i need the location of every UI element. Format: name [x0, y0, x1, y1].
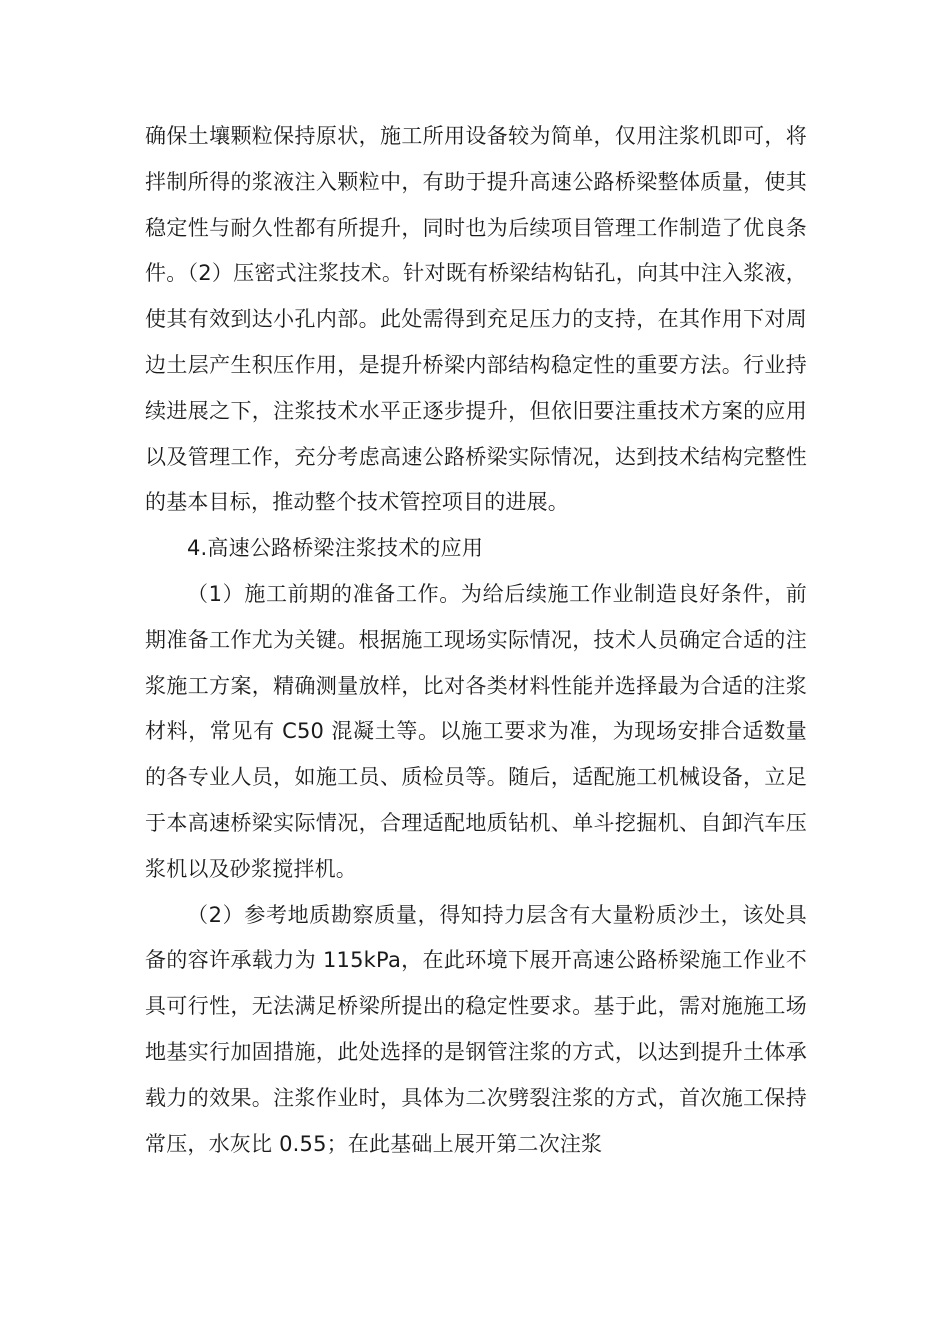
- paragraph-geology: （2）参考地质勘察质量，得知持力层含有大量粉质沙土，该处具备的容许承载力为 115kPa，在此环境下展开高速公路桥梁施工作业不具可行性，无法满足桥梁所提出的稳定性要求。基于此，需对施施工场地基实行加固措施，此处选择的是钢管注浆的方式，以达到提升土体承载力的效果。注浆作业时，具体为二次劈裂注浆的方式，首次施工保持常压，水灰比 0.55；在此基础上展开第二次注浆: [145, 902, 807, 1156]
- section-heading: 4.高速公路桥梁注浆技术的应用: [187, 536, 484, 561]
- paragraph-continued: 确保土壤颗粒保持原状，施工所用设备较为简单，仅用注浆机即可，将拌制所得的浆液注入颗粒中，有助于提升高速公路桥梁整体质量，使其稳定性与耐久性都有所提升，同时也为后续项目管理工作制造了优良条件。（2）压密式注浆技术。针对既有桥梁结构钻孔，向其中注入浆液，使其有效到达小孔内部。此处需得到充足压力的支持，在其作用下对周边土层产生积压作用，是提升桥梁内部结构稳定性的重要方法。行业持续进展之下，注浆技术水平正逐步提升，但依旧要注重技术方案的应用以及管理工作，充分考虑高速公路桥梁实际情况，达到技术结构完整性的基本目标，推动整个技术管控项目的进展。: [145, 124, 807, 515]
- document-body: [145, 114, 807, 1167]
- paragraph-preparation: （1）施工前期的准备工作。为给后续施工作业制造良好条件，前期准备工作尤为关键。根据施工现场实际情况，技术人员确定合适的注浆施工方案，精确测量放样，比对各类材料性能并选择最为合适的注浆材料，常见有 C50 混凝土等。以施工要求为准，为现场安排合适数量的各专业人员，如施工员、质检员等。随后，适配施工机械设备，立足于本高速桥梁实际情况，合理适配地质钻机、单斗挖掘机、自卸汽车压浆机以及砂浆搅拌机。: [145, 581, 807, 881]
